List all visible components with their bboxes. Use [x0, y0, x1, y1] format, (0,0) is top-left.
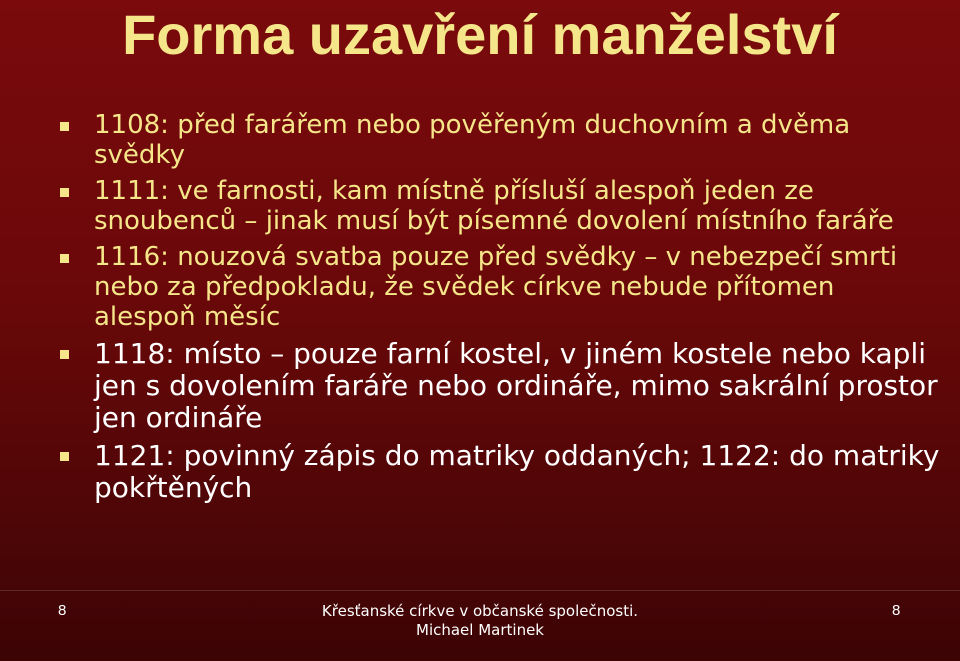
slide-title: Forma uzavření manželství	[122, 3, 838, 66]
footer-slide-number-left: 8	[58, 602, 67, 619]
bullet-text: 1121: povinný zápis do matriky oddaných; 1122: do matriky pokřtěných	[94, 439, 940, 504]
bullet-item	[60, 176, 940, 236]
bullet-text: 1111: ve farnosti, kam místně přísluší alespoň jeden ze snoubenců – jinak musí být písemné dovolení místního faráře	[94, 176, 894, 236]
bullet-item	[60, 338, 940, 434]
square-bullet-icon	[60, 188, 69, 197]
bullet-list	[60, 110, 940, 510]
square-bullet-icon	[60, 452, 69, 461]
bullet-item	[60, 440, 940, 504]
footer-caption-line-1: Křesťanské církve v občanské společnosti.	[321, 602, 639, 620]
footer-slide-number-right: 8	[892, 602, 901, 619]
square-bullet-icon	[60, 122, 69, 131]
bullet-text: 1118: místo – pouze farní kostel, v jiném kostele nebo kapli jen s dovolením faráře nebo ordináře, mimo sakrální prostor jen ordináře	[94, 337, 938, 434]
bullet-item	[60, 110, 940, 170]
square-bullet-icon	[60, 350, 69, 359]
bullet-item	[60, 242, 940, 332]
square-bullet-icon	[60, 254, 69, 263]
bullet-text: 1116: nouzová svatba pouze před svědky – v nebezpečí smrti nebo za předpokladu, že svědek církve nebude přítomen alespoň měsíc	[94, 242, 898, 332]
footer-caption-line-2: Michael Martinek	[416, 621, 544, 639]
footer-caption	[300, 602, 660, 640]
footer-divider	[0, 590, 960, 591]
bullet-text: 1108: před farářem nebo pověřeným duchovním a dvěma svědky	[94, 110, 851, 170]
